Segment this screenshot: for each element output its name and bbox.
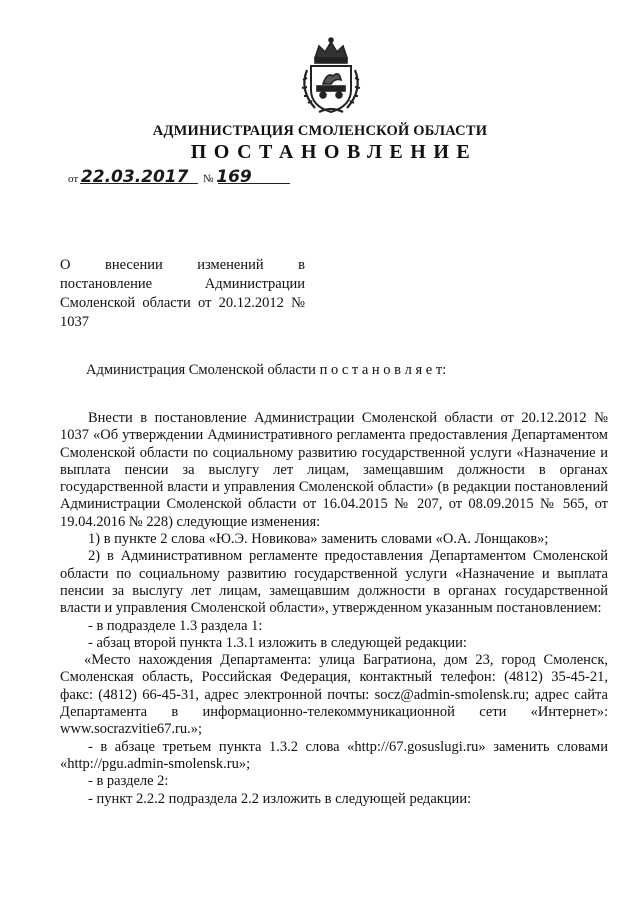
paragraph-url-replace: - в абзаце третьем пункта 1.3.2 слова «http://67.gosuslugi.ru» заменить словами «http://pgu.admin-smolensk.ru»;: [60, 738, 608, 772]
paragraph-subsection: - в подразделе 1.3 раздела 1:: [88, 617, 263, 634]
paragraph-main: Внести в постановление Администрации Смоленской области от 20.12.2012 № 1037 «Об утверждении Административного регламента предоставления Департаментом Смоленской области по социальному развитию государственной услуги «Назначение и выплата пенсии за выслугу лет лицам, замещавшим должности в органах государственной власти и управления Смоленской области» (в редакции постановлений Администрации Смоленской области от 16.04.2015 № 207, от 08.09.2015 № 565, от 19.04.2016 № 228) следующие изменения:: [60, 410, 608, 530]
document-body: [60, 410, 608, 808]
authority-title: АДМИНИСТРАЦИЯ СМОЛЕНСКОЙ ОБЛАСТИ: [152, 123, 488, 139]
document-type-title: ПОСТАНОВЛЕНИЕ: [190, 141, 478, 163]
smolensk-coat-of-arms-icon: [293, 36, 369, 116]
paragraph-item-1: 1) в пункте 2 слова «Ю.Э. Новикова» заменить словами «О.А. Лонщаков»;: [88, 531, 549, 548]
preamble: Администрация Смоленской области п о с т а н о в л я е т:: [86, 362, 447, 378]
paragraph-point-222: - пункт 2.2.2 подраздела 2.2 изложить в следующей редакции:: [88, 790, 472, 807]
number-underline: [218, 183, 290, 184]
number-field: [203, 167, 252, 187]
date-underline: [80, 183, 198, 184]
paragraph-abzac: - абзац второй пункта 1.3.1 изложить в следующей редакции:: [88, 634, 467, 651]
paragraph-section-2: - в разделе 2:: [88, 773, 169, 790]
date-field: [68, 167, 188, 187]
handwritten-number: 169: [216, 167, 252, 187]
subject-block: О внесении изменений в постановление Администрации Смоленской области от 20.12.2012 № 1037: [60, 257, 305, 330]
date-prefix: от: [68, 173, 79, 185]
number-prefix: №: [203, 173, 214, 185]
handwritten-date: 22.03.2017: [80, 167, 189, 187]
paragraph-location-quote: «Место нахождения Департамента: улица Багратиона, дом 23, город Смоленск, Смоленская область, Российская Федерация, контактный телефон: (4812) 35-45-21, факс: (4812) 66-45-31, адрес электронной почты: socz@admin-smolensk.ru; адрес сайта Департамента в информационно-телекоммуникационной сети «Интернет»: www.socrazvitie67.ru.»;: [60, 652, 608, 738]
paragraph-item-2: 2) в Административном регламенте предоставления Департаментом Смоленской области по социальному развитию государственной услуги «Назначение и выплата пенсии за выслугу лет лицам, замещавшим должности в органах государственной власти и управления Смоленской области», утвержденном указанным постановлением:: [60, 548, 608, 617]
